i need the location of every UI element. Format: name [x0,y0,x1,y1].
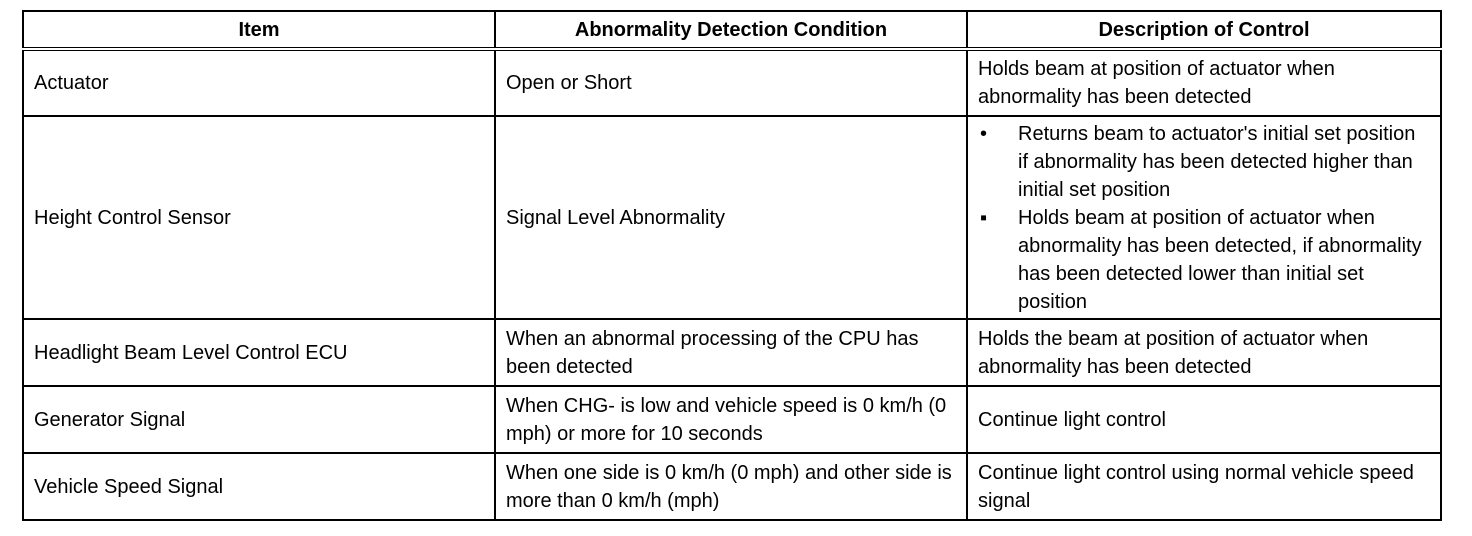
abnormality-control-table [22,10,1442,521]
bullet-marker: • [980,122,988,145]
cell-description: Holds the beam at position of actuator when abnormality has been detected [967,319,1441,386]
cell-description [967,116,1441,319]
bullet-text: Holds beam at position of actuator when abnormality has been detected, if abnormality has been detected lower than initial set position [1018,206,1422,313]
cell-item: Actuator [23,49,495,116]
bullet-item [978,120,1430,204]
cell-item: Generator Signal [23,386,495,453]
table-row [23,386,1441,453]
cell-condition: Signal Level Abnormality [495,116,967,319]
header-item: Item [23,11,495,49]
cell-condition: When an abnormal processing of the CPU has been detected [495,319,967,386]
bullet-item [978,204,1430,316]
cell-condition: Open or Short [495,49,967,116]
cell-description: Holds beam at position of actuator when abnormality has been detected [967,49,1441,116]
cell-item: Vehicle Speed Signal [23,453,495,520]
table-header-row [23,11,1441,49]
header-description: Description of Control [967,11,1441,49]
table-row [23,319,1441,386]
header-condition: Abnormality Detection Condition [495,11,967,49]
cell-description: Continue light control using normal vehicle speed signal [967,453,1441,520]
cell-condition: When one side is 0 km/h (0 mph) and other side is more than 0 km/h (mph) [495,453,967,520]
bullet-text: Returns beam to actuator's initial set position if abnormality has been detected higher than initial set position [1018,122,1416,201]
cell-item: Headlight Beam Level Control ECU [23,319,495,386]
description-bullet-list [978,120,1430,316]
table-row [23,116,1441,319]
table-row [23,453,1441,520]
table-row [23,49,1441,116]
cell-condition: When CHG- is low and vehicle speed is 0 km/h (0 mph) or more for 10 seconds [495,386,967,453]
cell-item: Height Control Sensor [23,116,495,319]
cell-description: Continue light control [967,386,1441,453]
bullet-marker: ▪ [980,206,988,229]
